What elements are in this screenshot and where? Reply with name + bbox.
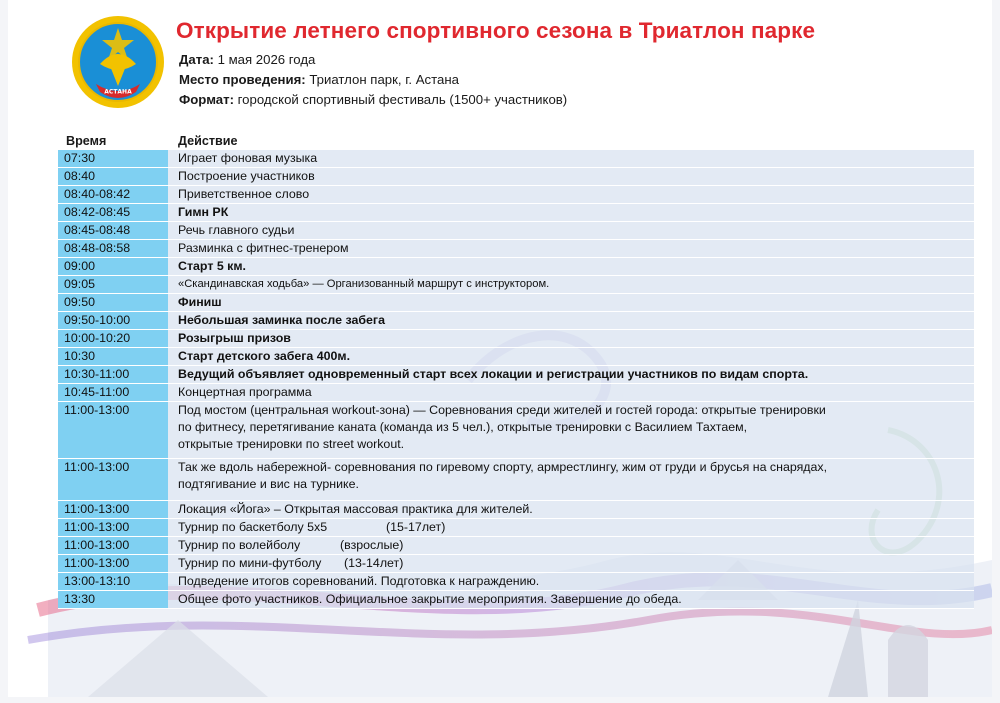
time-cell: 10:00-10:20 (58, 330, 168, 348)
schedule-row (58, 501, 974, 519)
schedule-row (58, 330, 974, 348)
schedule-row (58, 222, 974, 240)
schedule-row (58, 150, 974, 168)
schedule-row (58, 276, 974, 294)
time-cell: 09:00 (58, 258, 168, 276)
time-cell: 13:30 (58, 591, 168, 609)
date-label: Дата: (179, 52, 214, 67)
schedule-row (58, 366, 974, 384)
time-cell: 07:30 (58, 150, 168, 168)
schedule-row (58, 204, 974, 222)
schedule-table (58, 150, 974, 609)
time-cell: 11:00-13:00 (58, 555, 168, 573)
action-cell: Приветственное слово (168, 186, 974, 204)
schedule-row (58, 573, 974, 591)
format-value: городской спортивный фестиваль (1500+ участников) (233, 92, 568, 107)
tournament-name: Турнир по волейболу (178, 538, 301, 552)
action-cell: Локация «Йога» – Открытая массовая практика для жителей. (168, 501, 974, 519)
action-line: по фитнесу, перетягивание каната (команда из 5 чел.), открытые тренировки с Василием Тахтаем, (178, 420, 748, 434)
time-cell: 10:30-11:00 (58, 366, 168, 384)
schedule-row (58, 537, 974, 555)
time-cell: 11:00-13:00 (58, 402, 168, 459)
action-cell: Играет фоновая музыка (168, 150, 974, 168)
schedule-row (58, 519, 974, 537)
meta-place (179, 72, 459, 87)
meta-format (179, 92, 567, 107)
time-cell: 09:50 (58, 294, 168, 312)
action-cell: Речь главного судьи (168, 222, 974, 240)
age-group: (15-17лет) (386, 520, 446, 534)
time-column-header: Время (66, 134, 107, 148)
place-label: Место проведения: (179, 72, 306, 87)
action-cell: «Скандинавская ходьба» — Организованный маршрут с инструктором. (168, 276, 974, 294)
place-value: Триатлон парк, г. Астана (305, 72, 459, 87)
time-cell: 11:00-13:00 (58, 501, 168, 519)
action-cell (168, 555, 974, 573)
action-cell: Ведущий объявляет одновременный старт всех локации и регистрации участников по видам спорта. (168, 366, 974, 384)
time-cell: 10:30 (58, 348, 168, 366)
action-cell: Старт 5 км. (168, 258, 974, 276)
action-line: открытые тренировки по street workout. (178, 437, 405, 451)
schedule-row (58, 402, 974, 459)
action-cell: Финиш (168, 294, 974, 312)
schedule-row (58, 168, 974, 186)
time-cell: 08:42-08:45 (58, 204, 168, 222)
tournament-name: Турнир по баскетболу 5х5 (178, 520, 328, 534)
time-cell: 09:05 (58, 276, 168, 294)
action-cell (168, 519, 974, 537)
schedule-row (58, 348, 974, 366)
schedule-row (58, 312, 974, 330)
age-group: (взрослые) (340, 538, 404, 552)
action-cell (168, 459, 974, 501)
action-cell: Разминка с фитнес-тренером (168, 240, 974, 258)
schedule-row (58, 459, 974, 501)
action-column-header: Действие (178, 134, 238, 148)
action-cell: Построение участников (168, 168, 974, 186)
schedule-row (58, 384, 974, 402)
action-cell: Концертная программа (168, 384, 974, 402)
action-cell: Розыгрыш призов (168, 330, 974, 348)
time-cell: 11:00-13:00 (58, 459, 168, 501)
time-cell: 10:45-11:00 (58, 384, 168, 402)
format-label: Формат: (179, 92, 234, 107)
time-cell: 08:40 (58, 168, 168, 186)
schedule-row (58, 555, 974, 573)
time-cell: 08:48-08:58 (58, 240, 168, 258)
action-line: Под мостом (центральная workout-зона) — Соревнования среди жителей и гостей города: открытые тренировки (178, 403, 826, 417)
time-cell: 08:40-08:42 (58, 186, 168, 204)
schedule-row (58, 186, 974, 204)
action-cell: Общее фото участников. Официальное закрытие мероприятия. Завершение до обеда. (168, 591, 974, 609)
age-group: (13-14лет) (344, 556, 404, 570)
action-cell: Старт детского забега 400м. (168, 348, 974, 366)
time-cell: 11:00-13:00 (58, 537, 168, 555)
time-cell: 08:45-08:48 (58, 222, 168, 240)
action-line: подтягивание и вис на турнике. (178, 477, 359, 491)
time-cell: 09:50-10:00 (58, 312, 168, 330)
action-cell (168, 537, 974, 555)
time-cell: 11:00-13:00 (58, 519, 168, 537)
tournament-name: Турнир по мини-футболу (178, 556, 322, 570)
svg-text:АСТАНА: АСТАНА (104, 88, 132, 96)
action-cell: Гимн РК (168, 204, 974, 222)
schedule-row (58, 258, 974, 276)
meta-date (179, 52, 315, 67)
astana-emblem (70, 14, 166, 110)
date-value: 1 мая 2026 года (213, 52, 316, 67)
action-cell: Небольшая заминка после забега (168, 312, 974, 330)
action-cell: Подведение итогов соревнований. Подготовка к награждению. (168, 573, 974, 591)
schedule-row (58, 294, 974, 312)
time-cell: 13:00-13:10 (58, 573, 168, 591)
schedule-row (58, 591, 974, 609)
page-title: Открытие летнего спортивного сезона в Триатлон парке (176, 18, 816, 43)
action-line: Так же вдоль набережной- соревнования по гиревому спорту, армрестлингу, жим от груди и брусья на снарядах, (178, 460, 828, 474)
schedule-row (58, 240, 974, 258)
action-cell (168, 402, 974, 459)
document-page (8, 0, 992, 697)
